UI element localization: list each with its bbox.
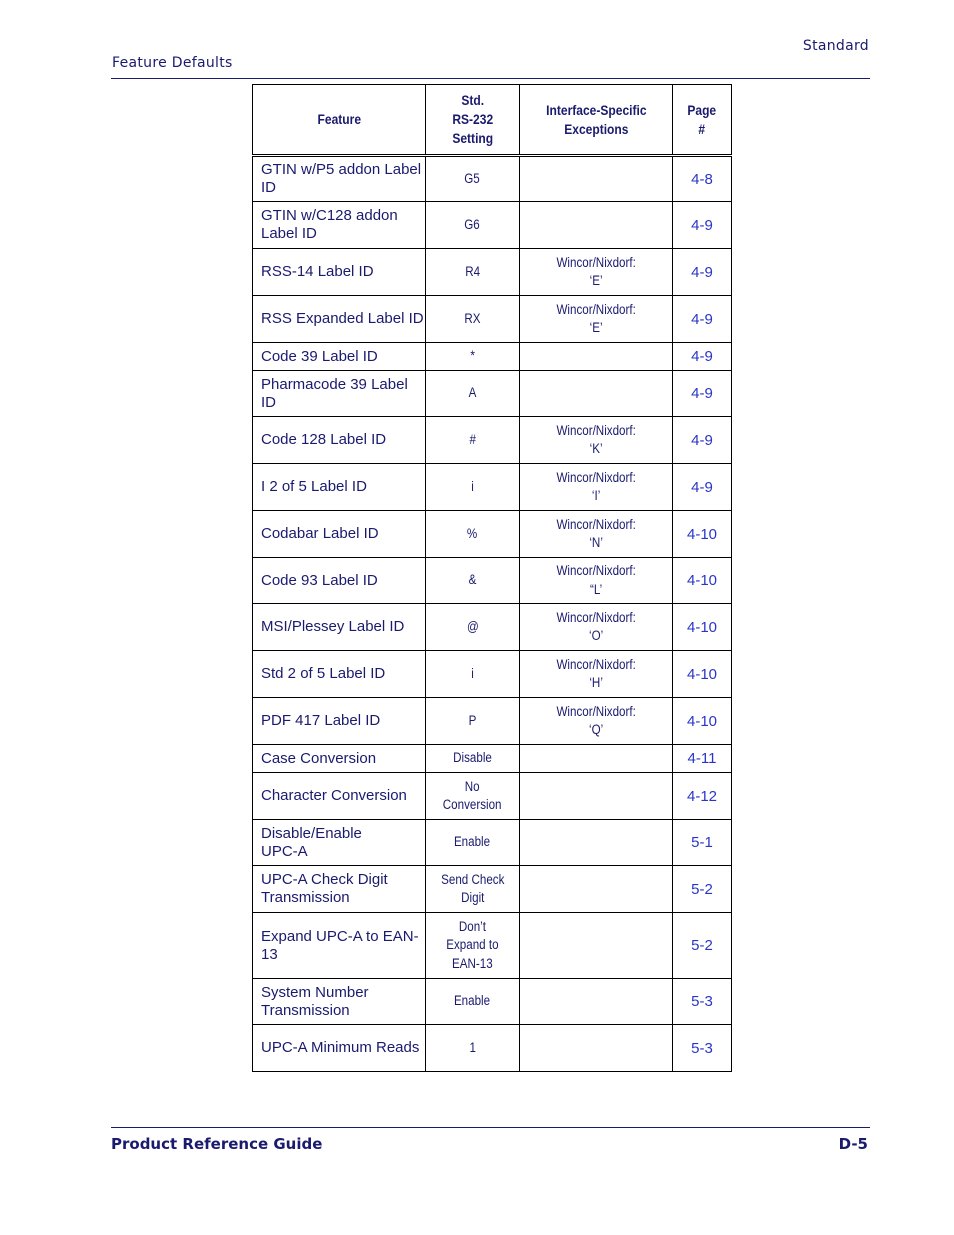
exceptions-cell (520, 464, 673, 511)
setting-cell-text: P (468, 712, 477, 728)
setting-cell-text: Enable (454, 993, 491, 1009)
feature-cell-text: PDF 417 Label ID (261, 712, 381, 729)
table-row (253, 913, 732, 979)
setting-cell-text: No Conversion (443, 778, 502, 812)
page-reference-link-text[interactable]: 4-9 (691, 348, 713, 365)
setting-cell (426, 417, 520, 464)
setting-cell (426, 156, 520, 202)
table-row (253, 464, 732, 511)
page-reference-link[interactable] (673, 343, 732, 371)
feature-cell (253, 371, 426, 417)
page-reference-link[interactable] (673, 866, 732, 913)
exceptions-cell (520, 745, 673, 773)
feature-cell (253, 156, 426, 202)
table-row (253, 698, 732, 745)
table-row (253, 156, 732, 202)
table-row (253, 651, 732, 698)
setting-cell-text: G5 (464, 170, 481, 186)
column-header-text: Page # (687, 101, 717, 137)
exceptions-cell-text: Wincor/Nixdorf: ‘H’ (556, 656, 636, 690)
feature-cell (253, 979, 426, 1025)
feature-cell (253, 820, 426, 866)
feature-cell (253, 745, 426, 773)
feature-cell (253, 511, 426, 558)
exceptions-cell (520, 866, 673, 913)
exceptions-cell (520, 651, 673, 698)
exceptions-cell-text: Wincor/Nixdorf: ‘O’ (556, 609, 636, 643)
setting-cell (426, 202, 520, 249)
page-reference-link-text[interactable]: 4-9 (691, 431, 713, 449)
page-reference-link[interactable] (673, 558, 732, 604)
feature-cell-text: Disable/Enable UPC-A (261, 824, 362, 860)
table-row (253, 371, 732, 417)
exceptions-cell (520, 698, 673, 745)
setting-cell-text: G6 (464, 216, 481, 232)
page-reference-link[interactable] (673, 417, 732, 464)
setting-cell-text: i (471, 665, 474, 681)
page-reference-link[interactable] (673, 202, 732, 249)
setting-cell-text: # (469, 431, 476, 447)
feature-cell-text: Pharmacode 39 Label ID (261, 375, 408, 411)
feature-cell-text: Case Conversion (261, 749, 377, 767)
page-reference-link[interactable] (673, 371, 732, 417)
feature-cell (253, 773, 426, 820)
setting-cell (426, 343, 520, 371)
page-reference-link-text[interactable]: 5-3 (691, 993, 713, 1010)
setting-cell (426, 745, 520, 773)
feature-cell-text: UPC-A Check Digit Transmission (261, 871, 388, 906)
setting-cell (426, 820, 520, 866)
exceptions-cell (520, 773, 673, 820)
table-row (253, 511, 732, 558)
page-reference-link[interactable] (673, 604, 732, 651)
column-header-text: Feature (317, 111, 361, 127)
exceptions-cell (520, 511, 673, 558)
feature-cell-text: UPC-A Minimum Reads (261, 1039, 420, 1056)
table-row (253, 1025, 732, 1072)
setting-cell-text: * (470, 348, 475, 364)
exceptions-cell-text: Wincor/Nixdorf: ‘I’ (556, 469, 636, 503)
feature-cell-text: I 2 of 5 Label ID (261, 478, 367, 495)
feature-defaults-table (252, 84, 732, 1072)
setting-cell-text: RX (464, 310, 481, 326)
table-row (253, 604, 732, 651)
table-row (253, 820, 732, 866)
page-reference-link-text[interactable]: 5-3 (691, 1039, 713, 1057)
exceptions-cell (520, 1025, 673, 1072)
page-reference-link[interactable] (673, 296, 732, 343)
exceptions-cell-text: Wincor/Nixdorf: ‘E’ (556, 254, 636, 288)
table-row (253, 866, 732, 913)
exceptions-cell (520, 202, 673, 249)
feature-cell (253, 558, 426, 604)
table-row (253, 417, 732, 464)
setting-cell-text: i (471, 478, 474, 494)
page-reference-link-text[interactable]: 4-10 (686, 665, 718, 683)
exceptions-cell (520, 979, 673, 1025)
page-reference-link[interactable] (673, 773, 732, 820)
setting-cell (426, 296, 520, 343)
column-header-feature (253, 85, 426, 156)
column-header-text: Std. RS-232 Setting (452, 92, 493, 146)
feature-cell (253, 464, 426, 511)
setting-cell (426, 371, 520, 417)
exceptions-cell-text: Wincor/Nixdorf: ‘E’ (556, 301, 636, 335)
table-row (253, 249, 732, 296)
feature-cell (253, 249, 426, 296)
feature-cell (253, 202, 426, 249)
exceptions-cell (520, 249, 673, 296)
feature-cell-text: Expand UPC-A to EAN-13 (261, 927, 419, 963)
page-reference-link[interactable] (673, 511, 732, 558)
setting-cell-text: A (468, 385, 477, 401)
page-reference-link-text[interactable]: 4-9 (691, 478, 713, 496)
header-divider (111, 78, 870, 79)
feature-cell-text: Code 128 Label ID (261, 431, 387, 448)
setting-cell-text: Don’t Expand to EAN-13 (446, 918, 499, 971)
setting-cell (426, 1025, 520, 1072)
exceptions-cell (520, 417, 673, 464)
table-row (253, 343, 732, 371)
feature-cell-text: Codabar Label ID (261, 525, 379, 542)
setting-cell-text: Disable (453, 750, 492, 766)
feature-cell-text: Std 2 of 5 Label ID (261, 665, 386, 682)
feature-cell (253, 1025, 426, 1072)
feature-cell (253, 296, 426, 343)
header-section: Standard (802, 38, 869, 54)
exceptions-cell (520, 604, 673, 651)
exceptions-cell (520, 343, 673, 371)
setting-cell-text: Enable (454, 834, 491, 850)
page-reference-link-text[interactable]: 4-10 (686, 572, 718, 589)
setting-cell (426, 604, 520, 651)
page-reference-link[interactable] (673, 820, 732, 866)
exceptions-cell (520, 558, 673, 604)
exceptions-cell-text: Wincor/Nixdorf: ‘N’ (556, 516, 636, 550)
page-reference-link-text[interactable]: 4-8 (691, 170, 713, 188)
feature-cell-text: MSI/Plessey Label ID (261, 618, 405, 635)
exceptions-cell (520, 296, 673, 343)
table-header-row (253, 85, 732, 156)
footer-page-number: D-5 (838, 1135, 868, 1153)
page-reference-link-text[interactable]: 4-9 (691, 385, 713, 402)
exceptions-cell (520, 820, 673, 866)
column-header-text: Interface-Specific Exceptions (545, 101, 647, 137)
feature-cell (253, 343, 426, 371)
feature-cell (253, 604, 426, 651)
page-reference-link-text[interactable]: 4-10 (686, 525, 718, 543)
setting-cell (426, 913, 520, 979)
footer-title: Product Reference Guide (111, 1135, 323, 1153)
exceptions-cell (520, 913, 673, 979)
page-reference-link-text[interactable]: 4-9 (691, 216, 713, 234)
page-reference-link-text[interactable]: 4-9 (691, 263, 713, 281)
setting-cell-text: R4 (465, 263, 480, 279)
page-reference-link-text[interactable]: 5-1 (691, 834, 713, 851)
table-row (253, 202, 732, 249)
setting-cell (426, 866, 520, 913)
feature-cell-text: Code 93 Label ID (261, 571, 378, 589)
page-reference-link[interactable] (673, 249, 732, 296)
page-reference-link[interactable] (673, 1025, 732, 1072)
feature-cell (253, 913, 426, 979)
header-chapter: Feature Defaults (112, 55, 233, 71)
feature-cell-text: GTIN w/C128 addon Label ID (261, 207, 398, 242)
feature-cell (253, 698, 426, 745)
page-reference-link-text[interactable]: 4-10 (686, 712, 718, 730)
column-header-exceptions (520, 85, 673, 156)
page-reference-link[interactable] (673, 979, 732, 1025)
exceptions-cell-text: Wincor/Nixdorf: ‘K’ (556, 422, 636, 456)
page-reference-link[interactable] (673, 464, 732, 511)
column-header-page (673, 85, 732, 156)
table-row (253, 296, 732, 343)
setting-cell (426, 651, 520, 698)
page-reference-link[interactable] (673, 698, 732, 745)
page-reference-link[interactable] (673, 913, 732, 979)
feature-cell (253, 866, 426, 913)
setting-cell (426, 698, 520, 745)
table-row (253, 773, 732, 820)
page-reference-link-text[interactable]: 4-10 (686, 618, 718, 636)
setting-cell (426, 773, 520, 820)
setting-cell (426, 249, 520, 296)
exceptions-cell-text: Wincor/Nixdorf: ‘Q’ (556, 703, 636, 737)
feature-cell-text: Code 39 Label ID (261, 347, 378, 365)
feature-cell-text: System Number Transmission (261, 983, 369, 1019)
column-header-setting (426, 85, 520, 156)
table-row (253, 745, 732, 773)
exceptions-cell (520, 156, 673, 202)
feature-cell-text: RSS-14 Label ID (261, 263, 374, 280)
page-reference-link[interactable] (673, 745, 732, 773)
setting-cell (426, 558, 520, 604)
feature-cell (253, 417, 426, 464)
page-reference-link[interactable] (673, 156, 732, 202)
setting-cell-text: 1 (469, 1039, 476, 1055)
setting-cell (426, 511, 520, 558)
setting-cell-text: @ (466, 618, 479, 634)
table-row (253, 558, 732, 604)
page-reference-link-text[interactable]: 4-12 (686, 787, 718, 805)
page-reference-link-text[interactable]: 4-9 (691, 310, 713, 328)
footer-divider (111, 1127, 870, 1128)
page-reference-link[interactable] (673, 651, 732, 698)
setting-cell (426, 464, 520, 511)
feature-cell (253, 651, 426, 698)
feature-cell-text: Character Conversion (261, 787, 407, 804)
setting-cell-text: % (467, 525, 478, 541)
page-reference-link-text[interactable]: 5-2 (691, 937, 713, 954)
setting-cell (426, 979, 520, 1025)
exceptions-cell (520, 371, 673, 417)
feature-cell-text: GTIN w/P5 addon Label ID (261, 161, 422, 196)
feature-cell-text: RSS Expanded Label ID (261, 310, 424, 327)
page-reference-link-text[interactable]: 5-2 (691, 880, 713, 898)
setting-cell-text: & (468, 572, 477, 588)
page-reference-link-text[interactable]: 4-11 (687, 750, 717, 767)
exceptions-cell-text: Wincor/Nixdorf: “L’ (556, 563, 636, 597)
setting-cell-text: Send Check Digit (440, 871, 505, 905)
table-row (253, 979, 732, 1025)
